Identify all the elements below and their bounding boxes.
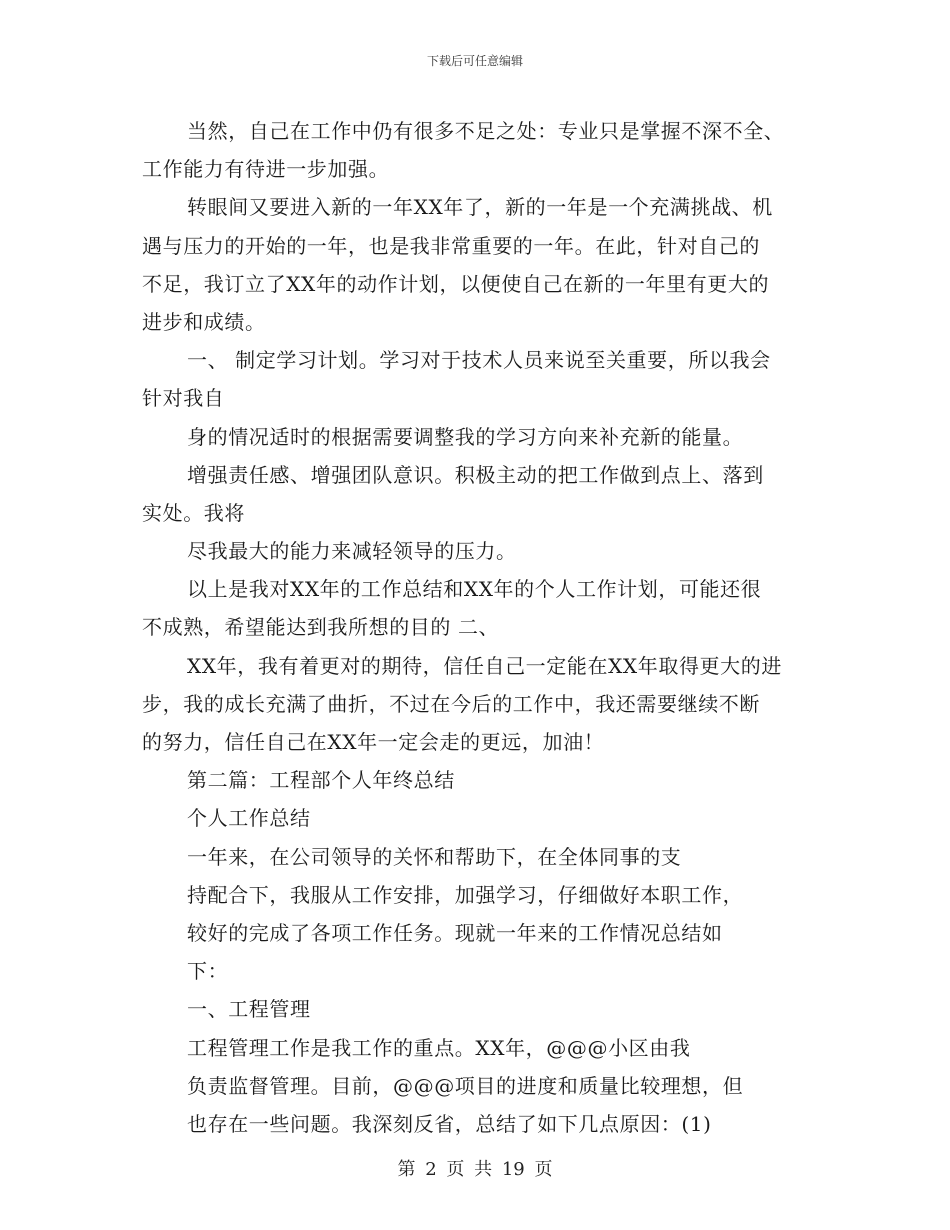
text-line: 个人工作总结 bbox=[187, 806, 311, 831]
text-line: 以上是我对XX年的工作总结和XX年的个人工作计划，可能还很 bbox=[187, 577, 762, 602]
text-line: 也存在一些问题。我深刻反省，总结了如下几点原因：(1) bbox=[187, 1111, 712, 1136]
text-line: 实处。我将 bbox=[142, 500, 245, 525]
text-line: 工作能力有待进一步加强。 bbox=[142, 157, 390, 182]
text-line: 尽我最大的能力来减轻领导的压力。 bbox=[187, 539, 517, 564]
text-line: 第二篇：工程部个人年终总结 bbox=[187, 768, 455, 793]
text-line: XX年，我有着更对的期待，信任自己一定能在XX年取得更大的进 bbox=[187, 653, 782, 678]
text-line: 增强责任感、增强团队意识。积极主动的把工作做到点上、落到 bbox=[187, 462, 764, 487]
document-body bbox=[142, 112, 822, 1143]
text-line: 步，我的成长充满了曲折，不过在今后的工作中，我还需要继续不断 bbox=[142, 691, 760, 716]
text-line: 一、工程管理 bbox=[187, 997, 311, 1022]
text-line: 一、 制定学习计划。学习对于技术人员来说至关重要，所以我会 bbox=[187, 348, 771, 373]
text-line: 持配合下，我服从工作安排，加强学习，仔细做好本职工作， bbox=[187, 882, 744, 907]
text-line: 工程管理工作是我工作的重点。XX年，@@@小区由我 bbox=[187, 1035, 691, 1060]
text-line: 身的情况适时的根据需要调整我的学习方向来补充新的能量。 bbox=[187, 424, 744, 449]
text-line: 较好的完成了各项工作任务。现就一年来的工作情况总结如 bbox=[187, 920, 723, 945]
text-line: 不足，我订立了XX年的动作计划，以便使自己在新的一年里有更大的 bbox=[142, 271, 770, 296]
text-line: 针对我自 bbox=[142, 386, 225, 411]
text-line: 一年来，在公司领导的关怀和帮助下，在全体同事的支 bbox=[187, 844, 682, 869]
page-footer: 第 2 页 共 19 页 bbox=[397, 1159, 553, 1180]
text-line: 的努力，信任自己在XX年一定会走的更远，加油！ bbox=[142, 730, 605, 754]
text-line: 负责监督管理。目前，@@@项目的进度和质量比较理想，但 bbox=[187, 1073, 744, 1098]
text-line: 进步和成绩。 bbox=[142, 309, 266, 334]
text-line: 转眼间又要进入新的一年XX年了，新的一年是一个充满挑战、机 bbox=[187, 195, 773, 220]
text-line: 遇与压力的开始的一年，也是我非常重要的一年。在此，针对自己的 bbox=[142, 233, 760, 258]
text-line: 不成熟，希望能达到我所想的目的 二、 bbox=[142, 615, 500, 640]
text-line: 下： bbox=[187, 959, 229, 984]
page-header: 下载后可任意编辑 bbox=[426, 54, 523, 68]
text-line: 当然，自己在工作中仍有很多不足之处：专业只是掌握不深不全、 bbox=[187, 119, 785, 143]
